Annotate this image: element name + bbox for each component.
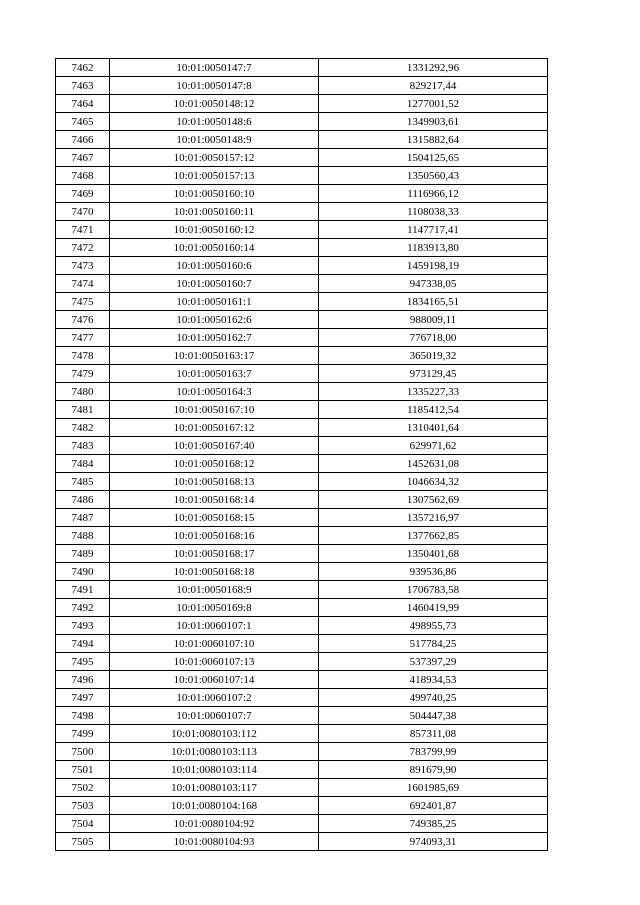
table-row <box>56 257 548 275</box>
table-row <box>56 653 548 671</box>
cadastral-number-cell: 10:01:0060107:10 <box>110 635 319 653</box>
cadastral-number-cell: 10:01:0050148:12 <box>110 95 319 113</box>
cadastral-value-cell: 1185412,54 <box>319 401 548 419</box>
cadastral-number-cell: 10:01:0050147:8 <box>110 77 319 95</box>
row-number-cell: 7476 <box>56 311 110 329</box>
table-row <box>56 77 548 95</box>
cadastral-value-cell: 947338,05 <box>319 275 548 293</box>
cadastral-value-cell: 749385,25 <box>319 815 548 833</box>
cadastral-number-cell: 10:01:0050163:7 <box>110 365 319 383</box>
cadastral-number-cell: 10:01:0050160:14 <box>110 239 319 257</box>
cadastral-value-cell: 974093,31 <box>319 833 548 851</box>
table-row <box>56 419 548 437</box>
row-number-cell: 7498 <box>56 707 110 725</box>
table-row <box>56 113 548 131</box>
row-number-cell: 7468 <box>56 167 110 185</box>
cadastral-number-cell: 10:01:0060107:1 <box>110 617 319 635</box>
cadastral-value-cell: 829217,44 <box>319 77 548 95</box>
row-number-cell: 7475 <box>56 293 110 311</box>
cadastral-number-cell: 10:01:0050162:6 <box>110 311 319 329</box>
row-number-cell: 7496 <box>56 671 110 689</box>
cadastral-number-cell: 10:01:0050157:13 <box>110 167 319 185</box>
cadastral-number-cell: 10:01:0050168:13 <box>110 473 319 491</box>
cadastral-value-cell: 1108038,33 <box>319 203 548 221</box>
cadastral-value-cell: 517784,25 <box>319 635 548 653</box>
table-row <box>56 617 548 635</box>
cadastral-number-cell: 10:01:0050168:9 <box>110 581 319 599</box>
row-number-cell: 7499 <box>56 725 110 743</box>
table-row <box>56 833 548 851</box>
table-row <box>56 365 548 383</box>
cadastral-number-cell: 10:01:0050168:18 <box>110 563 319 581</box>
cadastral-value-cell: 783799,99 <box>319 743 548 761</box>
cadastral-value-cell: 1459198,19 <box>319 257 548 275</box>
row-number-cell: 7502 <box>56 779 110 797</box>
cadastral-value-cell: 1357216,97 <box>319 509 548 527</box>
table-row <box>56 635 548 653</box>
cadastral-value-cell: 499740,25 <box>319 689 548 707</box>
cadastral-value-cell: 1307562,69 <box>319 491 548 509</box>
row-number-cell: 7480 <box>56 383 110 401</box>
table-row <box>56 185 548 203</box>
table-row <box>56 401 548 419</box>
table-row <box>56 149 548 167</box>
row-number-cell: 7493 <box>56 617 110 635</box>
cadastral-number-cell: 10:01:0050157:12 <box>110 149 319 167</box>
row-number-cell: 7488 <box>56 527 110 545</box>
table-row <box>56 761 548 779</box>
table-row <box>56 311 548 329</box>
cadastral-number-cell: 10:01:0050168:14 <box>110 491 319 509</box>
row-number-cell: 7505 <box>56 833 110 851</box>
row-number-cell: 7497 <box>56 689 110 707</box>
table-row <box>56 59 548 77</box>
cadastral-number-cell: 10:01:0050163:17 <box>110 347 319 365</box>
cadastral-number-cell: 10:01:0050160:10 <box>110 185 319 203</box>
table-row <box>56 275 548 293</box>
cadastral-value-cell: 537397,29 <box>319 653 548 671</box>
row-number-cell: 7500 <box>56 743 110 761</box>
table-row <box>56 221 548 239</box>
row-number-cell: 7504 <box>56 815 110 833</box>
cadastral-value-cell: 1116966,12 <box>319 185 548 203</box>
cadastral-number-cell: 10:01:0060107:7 <box>110 707 319 725</box>
table-body <box>56 59 548 851</box>
table-row <box>56 581 548 599</box>
row-number-cell: 7481 <box>56 401 110 419</box>
row-number-cell: 7462 <box>56 59 110 77</box>
table-row <box>56 599 548 617</box>
row-number-cell: 7489 <box>56 545 110 563</box>
cadastral-number-cell: 10:01:0050160:6 <box>110 257 319 275</box>
table-row <box>56 203 548 221</box>
cadastral-value-cell: 629971,62 <box>319 437 548 455</box>
table-row <box>56 707 548 725</box>
cadastral-value-cell: 1377662,85 <box>319 527 548 545</box>
cadastral-number-cell: 10:01:0050169:8 <box>110 599 319 617</box>
table-row <box>56 329 548 347</box>
cadastral-value-cell: 1350560,43 <box>319 167 548 185</box>
cadastral-value-cell: 1350401,68 <box>319 545 548 563</box>
cadastral-number-cell: 10:01:0060107:14 <box>110 671 319 689</box>
table-row <box>56 743 548 761</box>
cadastral-number-cell: 10:01:0050160:12 <box>110 221 319 239</box>
cadastral-value-cell: 1315882,64 <box>319 131 548 149</box>
table-row <box>56 527 548 545</box>
row-number-cell: 7464 <box>56 95 110 113</box>
row-number-cell: 7466 <box>56 131 110 149</box>
table-row <box>56 455 548 473</box>
table-row <box>56 563 548 581</box>
cadastral-number-cell: 10:01:0050161:1 <box>110 293 319 311</box>
row-number-cell: 7484 <box>56 455 110 473</box>
row-number-cell: 7486 <box>56 491 110 509</box>
cadastral-value-cell: 776718,00 <box>319 329 548 347</box>
cadastral-value-cell: 1147717,41 <box>319 221 548 239</box>
cadastral-value-cell: 1504125,65 <box>319 149 548 167</box>
table-row <box>56 779 548 797</box>
cadastral-value-table <box>55 58 548 851</box>
table-row <box>56 95 548 113</box>
cadastral-number-cell: 10:01:0050168:12 <box>110 455 319 473</box>
cadastral-number-cell: 10:01:0080104:92 <box>110 815 319 833</box>
table-row <box>56 671 548 689</box>
table-row <box>56 509 548 527</box>
cadastral-number-cell: 10:01:0050147:7 <box>110 59 319 77</box>
cadastral-value-cell: 988009,11 <box>319 311 548 329</box>
cadastral-value-cell: 1046634,32 <box>319 473 548 491</box>
cadastral-number-cell: 10:01:0060107:2 <box>110 689 319 707</box>
table-row <box>56 131 548 149</box>
cadastral-number-cell: 10:01:0050167:10 <box>110 401 319 419</box>
table-row <box>56 293 548 311</box>
cadastral-value-cell: 692401,87 <box>319 797 548 815</box>
row-number-cell: 7491 <box>56 581 110 599</box>
cadastral-value-cell: 1277001,52 <box>319 95 548 113</box>
row-number-cell: 7473 <box>56 257 110 275</box>
row-number-cell: 7495 <box>56 653 110 671</box>
cadastral-value-cell: 1601985,69 <box>319 779 548 797</box>
table-row <box>56 347 548 365</box>
cadastral-number-cell: 10:01:0050168:17 <box>110 545 319 563</box>
cadastral-value-cell: 1335227,33 <box>319 383 548 401</box>
row-number-cell: 7503 <box>56 797 110 815</box>
cadastral-value-cell: 891679,90 <box>319 761 548 779</box>
cadastral-number-cell: 10:01:0060107:13 <box>110 653 319 671</box>
cadastral-number-cell: 10:01:0080104:168 <box>110 797 319 815</box>
table-row <box>56 473 548 491</box>
row-number-cell: 7474 <box>56 275 110 293</box>
cadastral-number-cell: 10:01:0050148:9 <box>110 131 319 149</box>
cadastral-value-cell: 1331292,96 <box>319 59 548 77</box>
row-number-cell: 7492 <box>56 599 110 617</box>
row-number-cell: 7465 <box>56 113 110 131</box>
table-row <box>56 383 548 401</box>
cadastral-value-cell: 1452631,08 <box>319 455 548 473</box>
cadastral-value-cell: 1183913,80 <box>319 239 548 257</box>
table-row <box>56 689 548 707</box>
table-row <box>56 815 548 833</box>
row-number-cell: 7477 <box>56 329 110 347</box>
cadastral-number-cell: 10:01:0080103:114 <box>110 761 319 779</box>
table-row <box>56 437 548 455</box>
table-row <box>56 797 548 815</box>
cadastral-number-cell: 10:01:0050160:7 <box>110 275 319 293</box>
table-row <box>56 167 548 185</box>
row-number-cell: 7469 <box>56 185 110 203</box>
cadastral-value-cell: 939536,86 <box>319 563 548 581</box>
table-row <box>56 725 548 743</box>
cadastral-number-cell: 10:01:0050168:15 <box>110 509 319 527</box>
table-row <box>56 545 548 563</box>
cadastral-number-cell: 10:01:0050148:6 <box>110 113 319 131</box>
cadastral-number-cell: 10:01:0080104:93 <box>110 833 319 851</box>
cadastral-number-cell: 10:01:0050164:3 <box>110 383 319 401</box>
cadastral-number-cell: 10:01:0050162:7 <box>110 329 319 347</box>
row-number-cell: 7471 <box>56 221 110 239</box>
row-number-cell: 7472 <box>56 239 110 257</box>
row-number-cell: 7490 <box>56 563 110 581</box>
cadastral-value-cell: 1460419,99 <box>319 599 548 617</box>
cadastral-number-cell: 10:01:0050160:11 <box>110 203 319 221</box>
cadastral-number-cell: 10:01:0080103:112 <box>110 725 319 743</box>
cadastral-number-cell: 10:01:0050167:40 <box>110 437 319 455</box>
cadastral-number-cell: 10:01:0050168:16 <box>110 527 319 545</box>
cadastral-value-cell: 1310401,64 <box>319 419 548 437</box>
row-number-cell: 7467 <box>56 149 110 167</box>
row-number-cell: 7470 <box>56 203 110 221</box>
cadastral-number-cell: 10:01:0050167:12 <box>110 419 319 437</box>
row-number-cell: 7483 <box>56 437 110 455</box>
cadastral-value-cell: 365019,32 <box>319 347 548 365</box>
row-number-cell: 7478 <box>56 347 110 365</box>
row-number-cell: 7482 <box>56 419 110 437</box>
cadastral-value-cell: 1834165,51 <box>319 293 548 311</box>
row-number-cell: 7487 <box>56 509 110 527</box>
row-number-cell: 7494 <box>56 635 110 653</box>
cadastral-number-cell: 10:01:0080103:117 <box>110 779 319 797</box>
cadastral-value-cell: 1706783,58 <box>319 581 548 599</box>
row-number-cell: 7463 <box>56 77 110 95</box>
table-row <box>56 239 548 257</box>
row-number-cell: 7479 <box>56 365 110 383</box>
row-number-cell: 7501 <box>56 761 110 779</box>
cadastral-value-cell: 1349903,61 <box>319 113 548 131</box>
cadastral-value-cell: 973129,45 <box>319 365 548 383</box>
cadastral-value-cell: 498955,73 <box>319 617 548 635</box>
row-number-cell: 7485 <box>56 473 110 491</box>
cadastral-value-cell: 418934,53 <box>319 671 548 689</box>
table-row <box>56 491 548 509</box>
cadastral-value-cell: 504447,38 <box>319 707 548 725</box>
cadastral-value-cell: 857311,08 <box>319 725 548 743</box>
cadastral-number-cell: 10:01:0080103:113 <box>110 743 319 761</box>
